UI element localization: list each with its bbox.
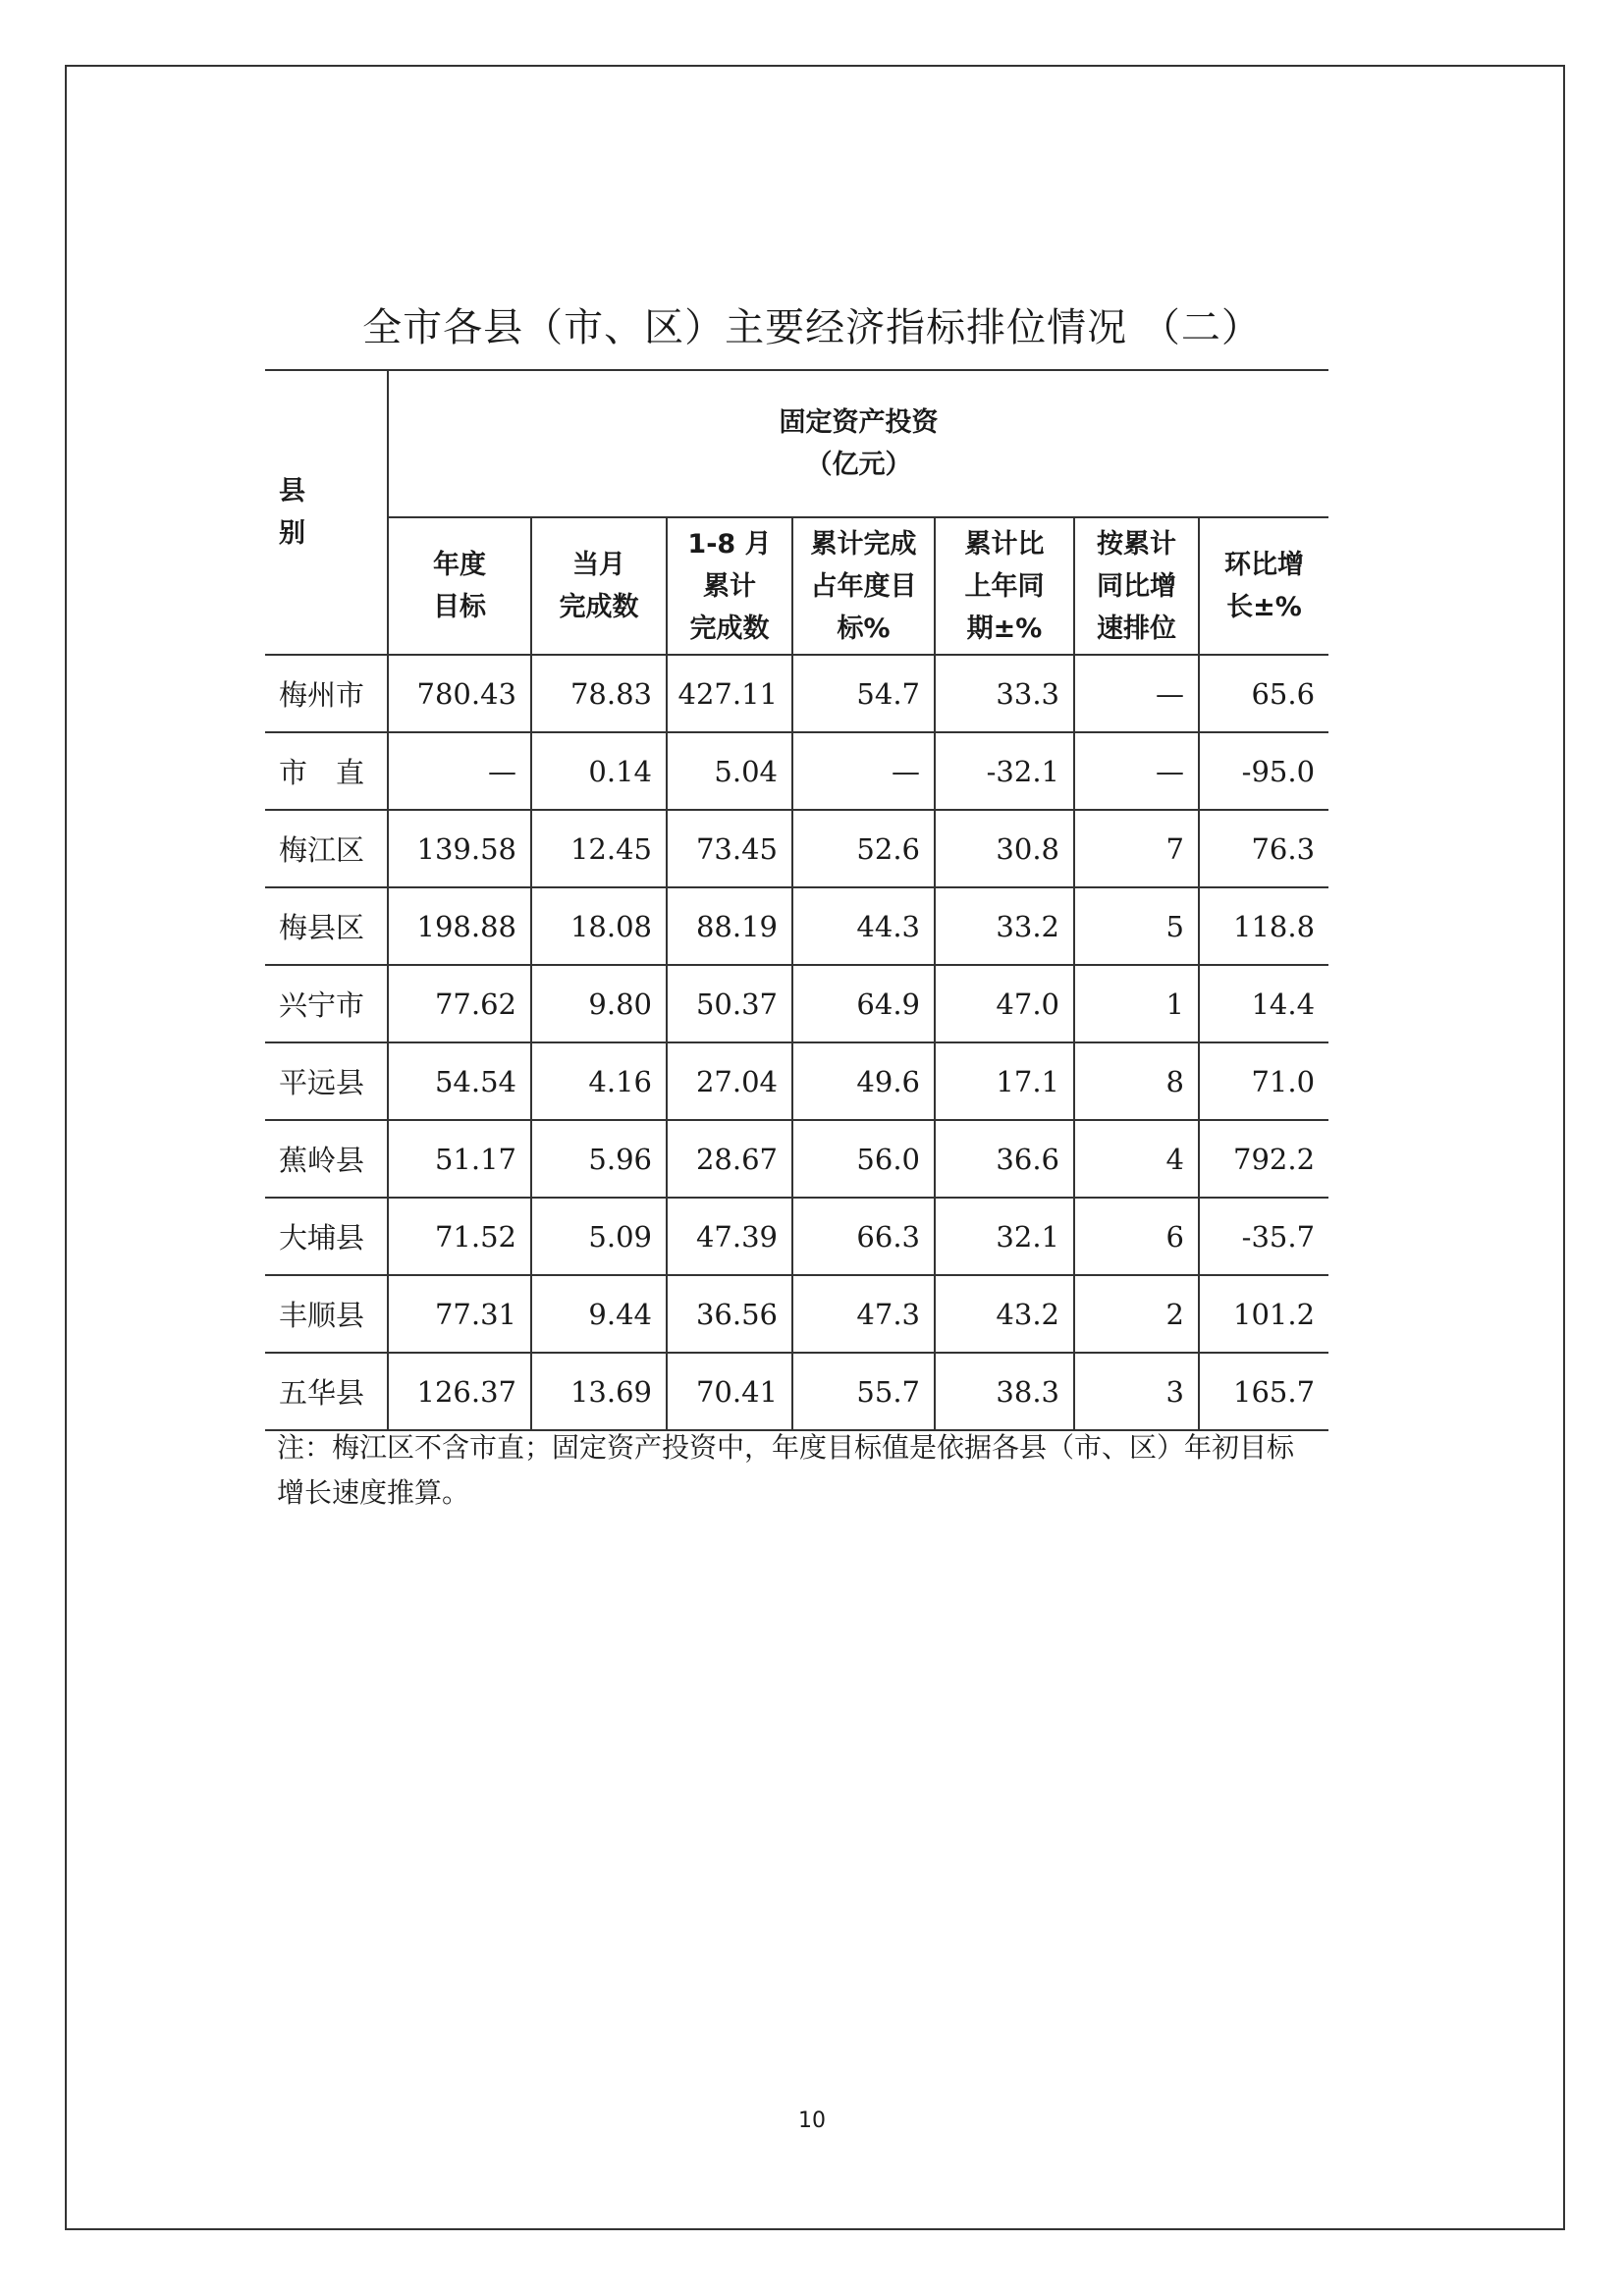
table-cell: 126.37 xyxy=(388,1353,531,1430)
table-cell: — xyxy=(792,732,935,810)
table-row xyxy=(265,1120,1328,1198)
table-cell: 56.0 xyxy=(792,1120,935,1198)
table-cell: 27.04 xyxy=(667,1042,792,1120)
column-header-2: 当月 完成数 xyxy=(531,517,667,655)
table-row xyxy=(265,810,1328,887)
table-cell: 165.7 xyxy=(1199,1353,1328,1430)
county-name: 蕉岭县 xyxy=(265,1120,388,1198)
table-cell: 47.39 xyxy=(667,1198,792,1275)
table-cell: 4 xyxy=(1074,1120,1199,1198)
table-cell: 33.3 xyxy=(935,655,1074,732)
table-cell: 7 xyxy=(1074,810,1199,887)
table-cell: 198.88 xyxy=(388,887,531,965)
column-header-4: 累计完成 占年度目 标% xyxy=(792,517,935,655)
table-cell: 44.3 xyxy=(792,887,935,965)
table-cell: 18.08 xyxy=(531,887,667,965)
county-name: 兴宁市 xyxy=(265,965,388,1042)
table-cell: 6 xyxy=(1074,1198,1199,1275)
indicator-table xyxy=(265,369,1328,1431)
table-cell: 427.11 xyxy=(667,655,792,732)
table-row xyxy=(265,1353,1328,1430)
column-header-6: 按累计 同比增 速排位 xyxy=(1074,517,1199,655)
table-cell: 9.80 xyxy=(531,965,667,1042)
column-header-7: 环比增 长±% xyxy=(1199,517,1328,655)
county-name: 梅县区 xyxy=(265,887,388,965)
table-cell: 101.2 xyxy=(1199,1275,1328,1353)
table-cell: 38.3 xyxy=(935,1353,1074,1430)
table-cell: 9.44 xyxy=(531,1275,667,1353)
table-row xyxy=(265,1275,1328,1353)
table-cell: 77.31 xyxy=(388,1275,531,1353)
footnote: 注：梅江区不含市直；固定资产投资中，年度目标值是依据各县（市、区）年初目标增长速度推算。 xyxy=(277,1431,1295,1509)
column-header-1: 年度 目标 xyxy=(388,517,531,655)
table-cell: 0.14 xyxy=(531,732,667,810)
table-cell: 12.45 xyxy=(531,810,667,887)
table-cell: 65.6 xyxy=(1199,655,1328,732)
table-cell: 5.96 xyxy=(531,1120,667,1198)
table-cell: 139.58 xyxy=(388,810,531,887)
table-cell: 47.3 xyxy=(792,1275,935,1353)
table-cell: 13.69 xyxy=(531,1353,667,1430)
county-name: 大埔县 xyxy=(265,1198,388,1275)
table-cell: 52.6 xyxy=(792,810,935,887)
county-name: 五华县 xyxy=(265,1353,388,1430)
page-title: 全市各县（市、区）主要经济指标排位情况 （二） xyxy=(362,305,1262,350)
county-name: 市 直 xyxy=(265,732,388,810)
table-cell: 43.2 xyxy=(935,1275,1074,1353)
county-column-header: 县 别 xyxy=(265,370,388,655)
table-cell: 8 xyxy=(1074,1042,1199,1120)
table-cell: 28.67 xyxy=(667,1120,792,1198)
county-name: 平远县 xyxy=(265,1042,388,1120)
table-row xyxy=(265,732,1328,810)
county-name: 丰顺县 xyxy=(265,1275,388,1353)
table-cell: — xyxy=(388,732,531,810)
table-cell: 47.0 xyxy=(935,965,1074,1042)
table-cell: 64.9 xyxy=(792,965,935,1042)
table-cell: 4.16 xyxy=(531,1042,667,1120)
table-cell: — xyxy=(1074,732,1199,810)
table-cell: 17.1 xyxy=(935,1042,1074,1120)
table-cell: 2 xyxy=(1074,1275,1199,1353)
table-cell: 66.3 xyxy=(792,1198,935,1275)
table-cell: 55.7 xyxy=(792,1353,935,1430)
table-row xyxy=(265,887,1328,965)
county-name: 梅州市 xyxy=(265,655,388,732)
table-cell: 3 xyxy=(1074,1353,1199,1430)
table-cell: -95.0 xyxy=(1199,732,1328,810)
table-cell: 88.19 xyxy=(667,887,792,965)
table-cell: 70.41 xyxy=(667,1353,792,1430)
table-cell: 77.62 xyxy=(388,965,531,1042)
table-row xyxy=(265,655,1328,732)
table-cell: 5.04 xyxy=(667,732,792,810)
table-cell: 30.8 xyxy=(935,810,1074,887)
table-cell: 50.37 xyxy=(667,965,792,1042)
table-cell: 73.45 xyxy=(667,810,792,887)
table-row xyxy=(265,965,1328,1042)
table-cell: 78.83 xyxy=(531,655,667,732)
table-cell: 49.6 xyxy=(792,1042,935,1120)
table-cell: 33.2 xyxy=(935,887,1074,965)
table-cell: 5 xyxy=(1074,887,1199,965)
fixed-asset-investment-header: 固定资产投资 （亿元） xyxy=(388,370,1328,517)
table-cell: 71.52 xyxy=(388,1198,531,1275)
table-cell: 792.2 xyxy=(1199,1120,1328,1198)
page-number: 10 xyxy=(798,2109,826,2133)
table-cell: 76.3 xyxy=(1199,810,1328,887)
column-header-5: 累计比 上年同 期±% xyxy=(935,517,1074,655)
table-cell: 51.17 xyxy=(388,1120,531,1198)
table-row xyxy=(265,1042,1328,1120)
table-cell: 54.7 xyxy=(792,655,935,732)
table-cell: 71.0 xyxy=(1199,1042,1328,1120)
table-cell: — xyxy=(1074,655,1199,732)
table-cell: 118.8 xyxy=(1199,887,1328,965)
table-cell: 780.43 xyxy=(388,655,531,732)
table-cell: 5.09 xyxy=(531,1198,667,1275)
table-cell: -32.1 xyxy=(935,732,1074,810)
table-cell: 14.4 xyxy=(1199,965,1328,1042)
county-name: 梅江区 xyxy=(265,810,388,887)
table-cell: 36.6 xyxy=(935,1120,1074,1198)
table-row xyxy=(265,1198,1328,1275)
table-cell: 1 xyxy=(1074,965,1199,1042)
column-header-3: 1-8 月 累计 完成数 xyxy=(667,517,792,655)
table-cell: 32.1 xyxy=(935,1198,1074,1275)
table-cell: 36.56 xyxy=(667,1275,792,1353)
table-cell: -35.7 xyxy=(1199,1198,1328,1275)
table-cell: 54.54 xyxy=(388,1042,531,1120)
